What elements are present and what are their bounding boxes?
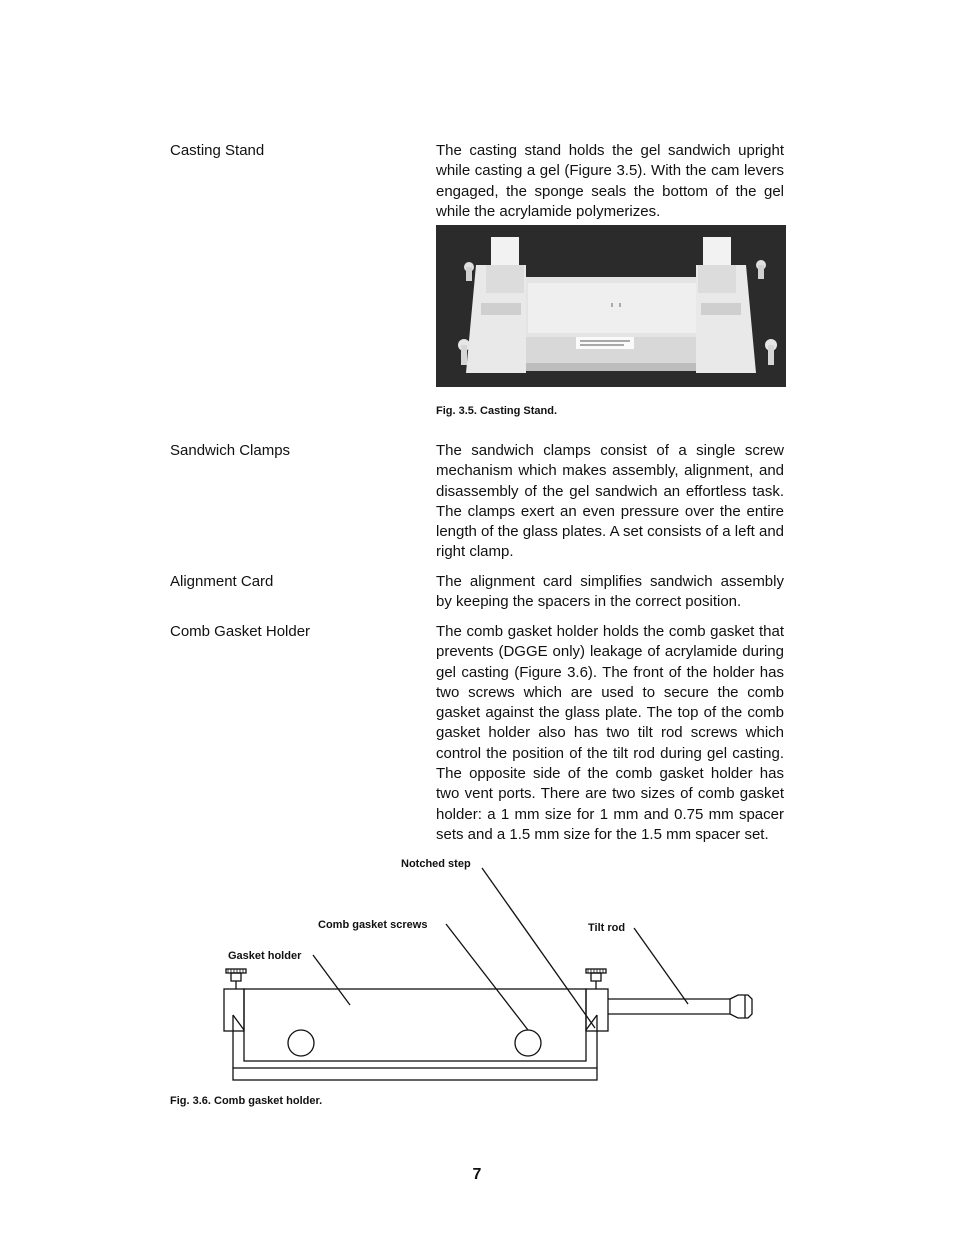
- term-casting-stand: Casting Stand: [170, 142, 265, 159]
- casting-stand-photo: [436, 225, 786, 387]
- term-comb-gasket-holder: Comb Gasket Holder: [170, 623, 311, 640]
- label-comb-gasket-screws: Comb gasket screws: [318, 919, 428, 931]
- term-sandwich-clamps: Sandwich Clamps: [170, 442, 291, 459]
- label-gasket-holder: Gasket holder: [228, 950, 302, 962]
- casting-stand-illustration: [436, 225, 786, 387]
- desc-casting-stand: The casting stand holds the gel sandwich upright while casting a gel (Figure 3.5). With the cam levers engaged, the sponge seals the bottom of the gel while the acrylamide polymerizes.: [436, 142, 784, 220]
- desc-sandwich-clamps: The sandwich clamps consist of a single screw mechanism which makes assembly, alignment, and disassembly of the gel sandwich an effortless task. The clamps exert an even pressure over the entire length of the glass plates. A set consists of a left and right clamp.: [436, 442, 784, 561]
- desc-alignment-card: The alignment card simplifies sandwich assembly by keeping the spacers in the correct position.: [436, 573, 784, 611]
- label-tilt-rod: Tilt rod: [588, 922, 626, 934]
- desc-comb-gasket-holder: The comb gasket holder holds the comb gasket that prevents (DGGE only) leakage of acrylamide during gel casting (Figure 3.6). The front of the holder has two screws which are used to secure the comb gasket against the glass plate. The top of the comb gasket holder also has two tilt rod screws which control the position of the tilt rod during gel casting. The opposite side of the comb gasket holder has two vent ports. There are two sizes of comb gasket holder: a 1 mm size for 1 mm and 0.75 mm spacer sets and a 1.5 mm size for the 1.5 mm spacer set.: [436, 623, 784, 843]
- page-number: 7: [472, 1166, 482, 1183]
- figure-3-5-caption: Fig. 3.5. Casting Stand.: [436, 405, 558, 417]
- figure-3-6-caption: Fig. 3.6. Comb gasket holder.: [170, 1095, 323, 1107]
- comb-gasket-holder-diagram: [0, 850, 954, 1090]
- term-alignment-card: Alignment Card: [170, 573, 274, 590]
- label-notched-step: Notched step: [401, 858, 471, 870]
